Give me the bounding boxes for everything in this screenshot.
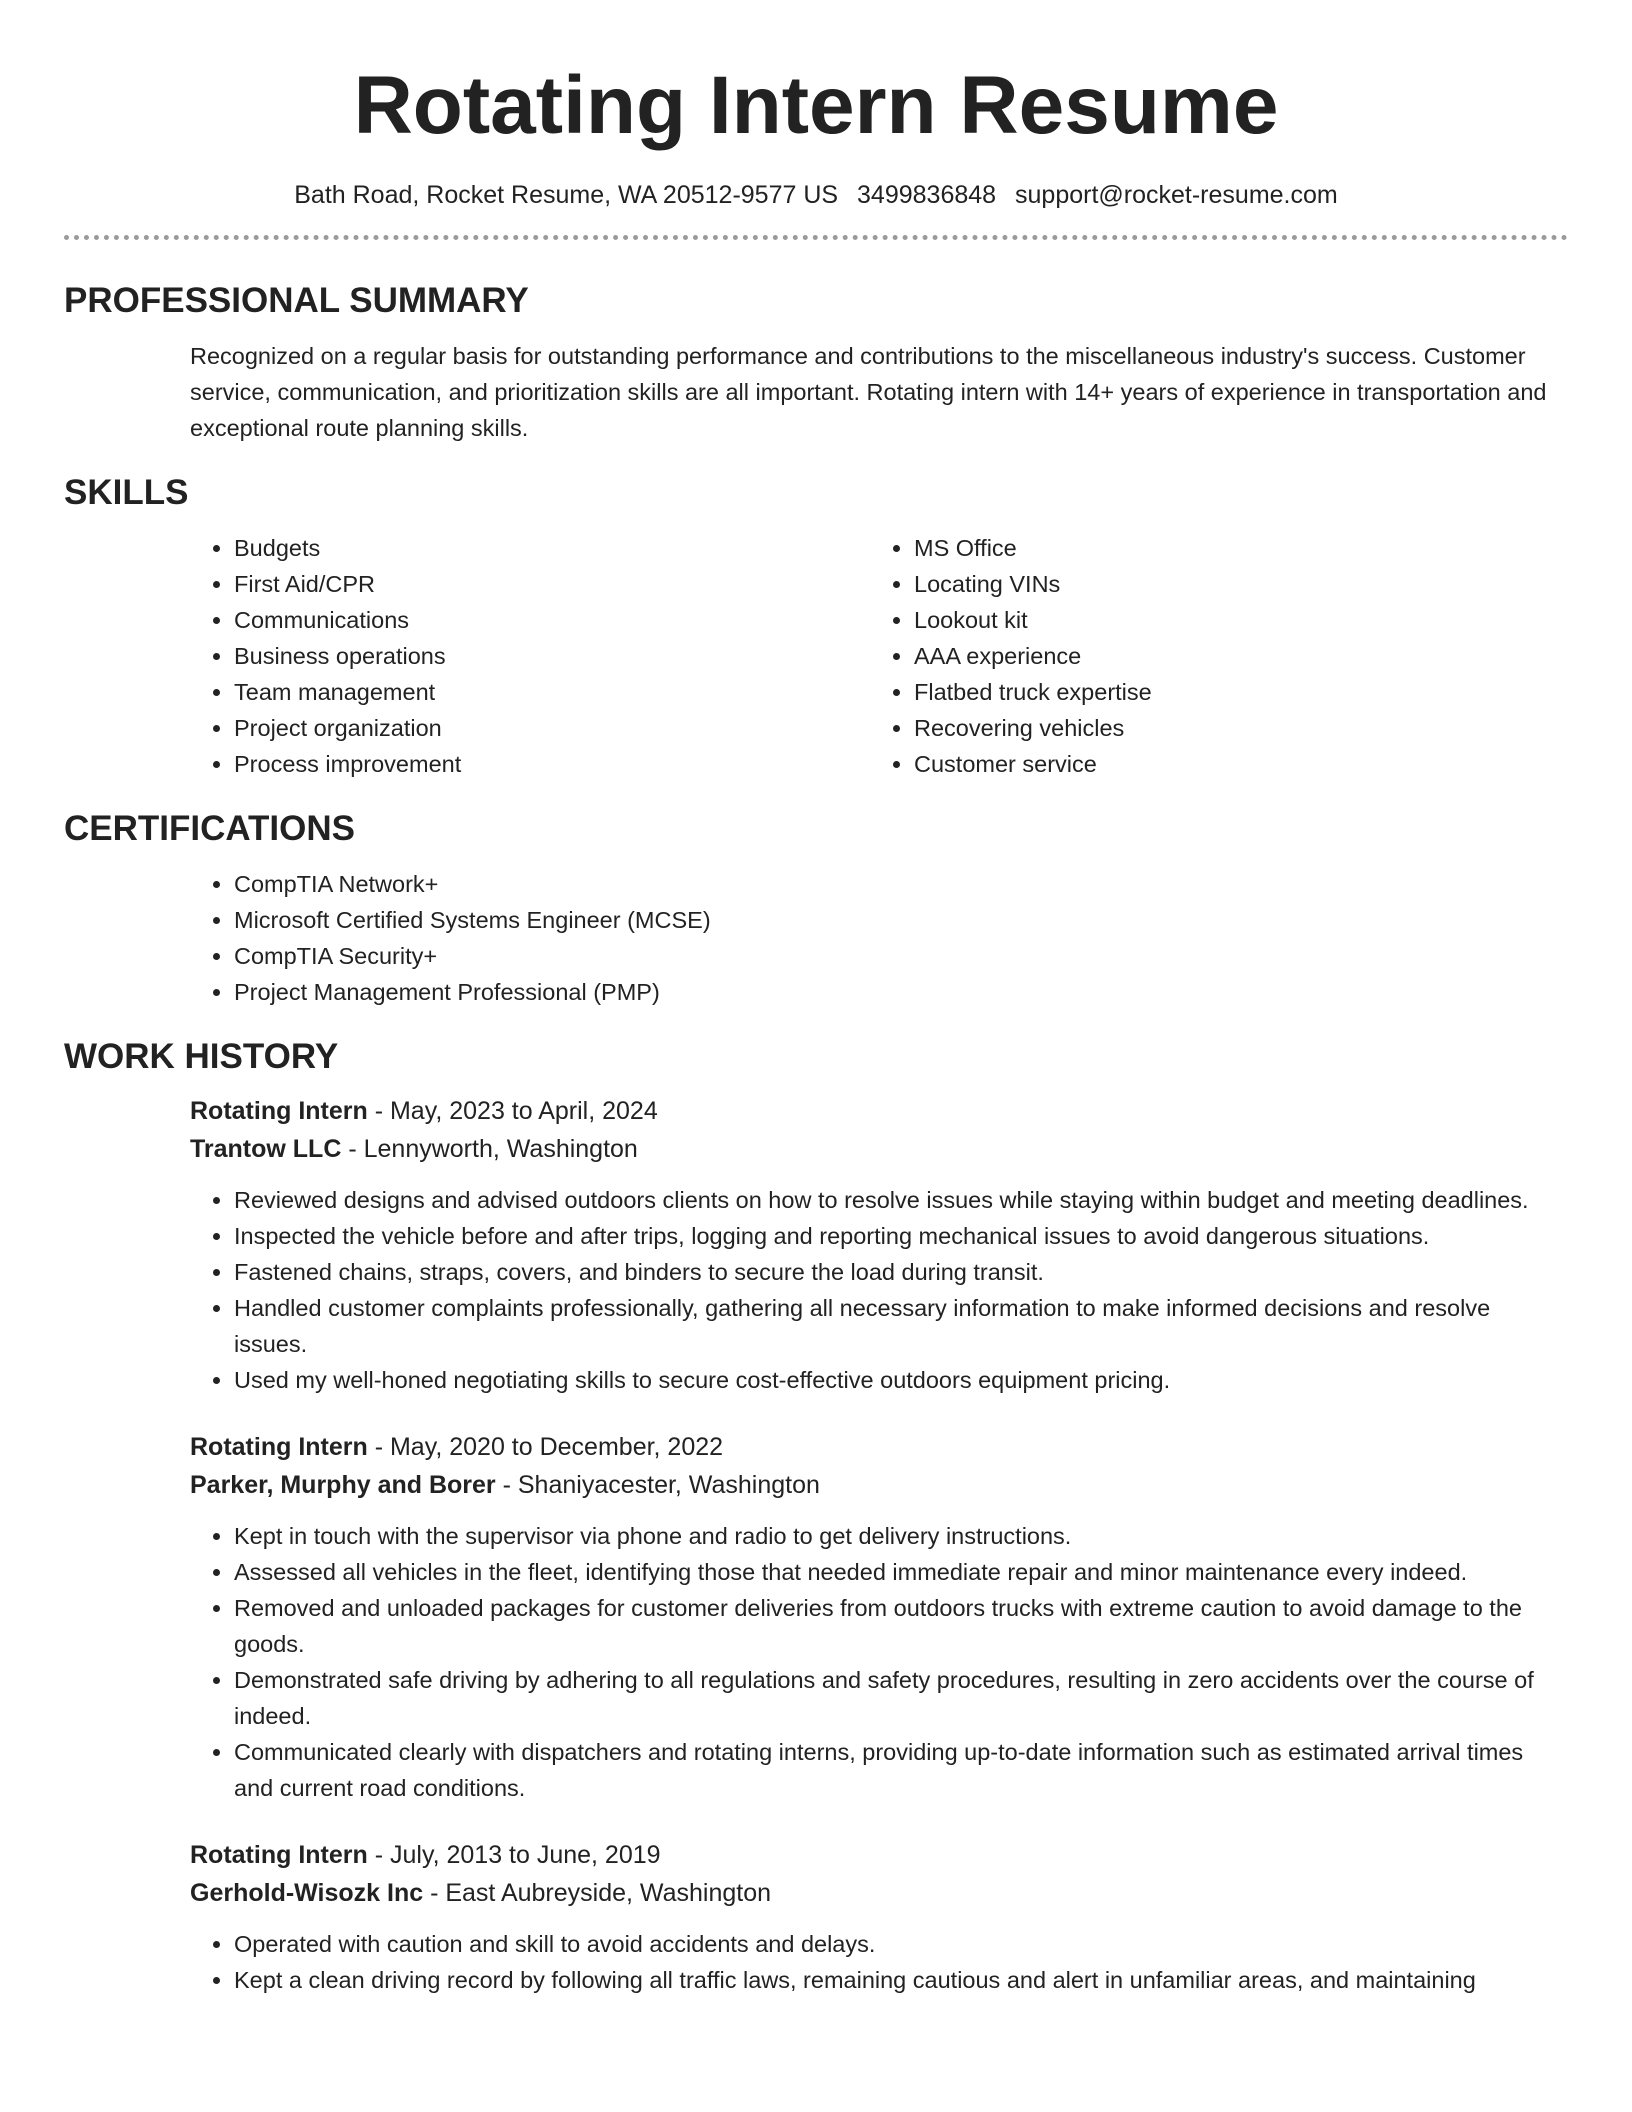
job-bullet: • Inspected the vehicle before and after trips, logging and reporting mechanical issues to avoid dangerous situations. <box>234 1218 1568 1254</box>
job-title-line <box>190 1428 1568 1466</box>
skill-item: • Locating VINs <box>914 566 1550 602</box>
work-history-heading: WORK HISTORY <box>64 1037 339 1076</box>
certification-item: • CompTIA Network+ <box>234 866 1568 902</box>
job-company: Gerhold-Wisozk Inc <box>190 1879 424 1907</box>
job-company: Parker, Murphy and Borer <box>190 1471 496 1499</box>
summary-text: Recognized on a regular basis for outstanding performance and contributions to the miscellaneous industry's success. Customer service, communication, and prioritization skills are all important. Rotating intern with 14+ years of experience in transportation and exceptional route planning skills. <box>190 343 1547 441</box>
certification-item: • CompTIA Security+ <box>234 938 1568 974</box>
job-location: - Lennyworth, Washington <box>341 1135 638 1163</box>
certifications-section <box>190 866 1568 1010</box>
job-bullet: • Communicated clearly with dispatchers and rotating interns, providing up-to-date information such as estimated arrival times and current road conditions. <box>234 1734 1568 1806</box>
resume-page <box>64 0 1568 1998</box>
job-bullets <box>190 1518 1568 1806</box>
skill-item: • Process improvement <box>234 746 870 782</box>
job-title-line <box>190 1836 1568 1874</box>
contact-phone: 3499836848 <box>857 181 997 209</box>
certifications-heading: CERTIFICATIONS <box>64 809 356 848</box>
job-bullet: • Reviewed designs and advised outdoors clients on how to resolve issues while staying within budget and meeting deadlines. <box>234 1182 1568 1218</box>
certification-item: • Project Management Professional (PMP) <box>234 974 1568 1010</box>
job-location: - Shaniyacester, Washington <box>495 1471 820 1499</box>
job-dates: - May, 2023 to April, 2024 <box>367 1097 658 1125</box>
job-entry <box>190 1092 1568 1398</box>
job-bullet: • Assessed all vehicles in the fleet, identifying those that needed immediate repair and minor maintenance every indeed. <box>234 1554 1568 1590</box>
job-bullet: • Demonstrated safe driving by adhering to all regulations and safety procedures, resulting in zero accidents over the course of indeed. <box>234 1662 1568 1734</box>
job-title: Rotating Intern <box>190 1097 368 1125</box>
job-dates: - May, 2020 to December, 2022 <box>367 1433 724 1461</box>
job-company-line <box>190 1130 1568 1168</box>
skill-item: • AAA experience <box>914 638 1550 674</box>
contact-address: Bath Road, Rocket Resume, WA 20512-9577 US <box>294 181 839 209</box>
resume-title: Rotating Intern Resume <box>353 60 1279 151</box>
job-bullet: • Removed and unloaded packages for customer deliveries from outdoors trucks with extreme caution to avoid damage to the goods. <box>234 1590 1568 1662</box>
summary-section <box>190 338 1568 446</box>
job-title-line <box>190 1092 1568 1130</box>
job-bullets <box>190 1182 1568 1398</box>
job-bullet: • Kept a clean driving record by following all traffic laws, remaining cautious and alert in unfamiliar areas, and maintaining <box>234 1962 1568 1998</box>
skill-item: • Lookout kit <box>914 602 1550 638</box>
contact-line <box>64 180 1568 210</box>
job-bullet: • Used my well-honed negotiating skills to secure cost-effective outdoors equipment pricing. <box>234 1362 1568 1398</box>
skills-section <box>190 530 1568 782</box>
certification-item: • Microsoft Certified Systems Engineer (MCSE) <box>234 902 1568 938</box>
skills-column-left <box>190 530 870 782</box>
job-bullet: • Fastened chains, straps, covers, and binders to secure the load during transit. <box>234 1254 1568 1290</box>
job-entry <box>190 1836 1568 1998</box>
skill-item: • Customer service <box>914 746 1550 782</box>
skill-item: • Flatbed truck expertise <box>914 674 1550 710</box>
job-entry <box>190 1428 1568 1806</box>
job-title: Rotating Intern <box>190 1841 368 1869</box>
skills-heading: SKILLS <box>64 473 189 512</box>
job-location: - East Aubreyside, Washington <box>423 1879 772 1907</box>
skills-column-right <box>870 530 1550 782</box>
skill-item: • MS Office <box>914 530 1550 566</box>
contact-email: support@rocket-resume.com <box>1015 181 1338 209</box>
skill-item: • Budgets <box>234 530 870 566</box>
header-divider <box>64 235 1568 240</box>
job-title: Rotating Intern <box>190 1433 368 1461</box>
job-bullet: • Kept in touch with the supervisor via phone and radio to get delivery instructions. <box>234 1518 1568 1554</box>
skill-item: • Communications <box>234 602 870 638</box>
skill-item: • First Aid/CPR <box>234 566 870 602</box>
skill-item: • Recovering vehicles <box>914 710 1550 746</box>
job-company: Trantow LLC <box>190 1135 342 1163</box>
skill-item: • Team management <box>234 674 870 710</box>
job-bullets <box>190 1926 1568 1998</box>
job-bullet: • Operated with caution and skill to avoid accidents and delays. <box>234 1926 1568 1962</box>
job-company-line <box>190 1466 1568 1504</box>
skill-item: • Business operations <box>234 638 870 674</box>
job-bullet: • Handled customer complaints professionally, gathering all necessary information to make informed decisions and resolve issues. <box>234 1290 1568 1362</box>
skill-item: • Project organization <box>234 710 870 746</box>
job-dates: - July, 2013 to June, 2019 <box>367 1841 661 1869</box>
summary-heading: PROFESSIONAL SUMMARY <box>64 281 529 320</box>
job-company-line <box>190 1874 1568 1912</box>
